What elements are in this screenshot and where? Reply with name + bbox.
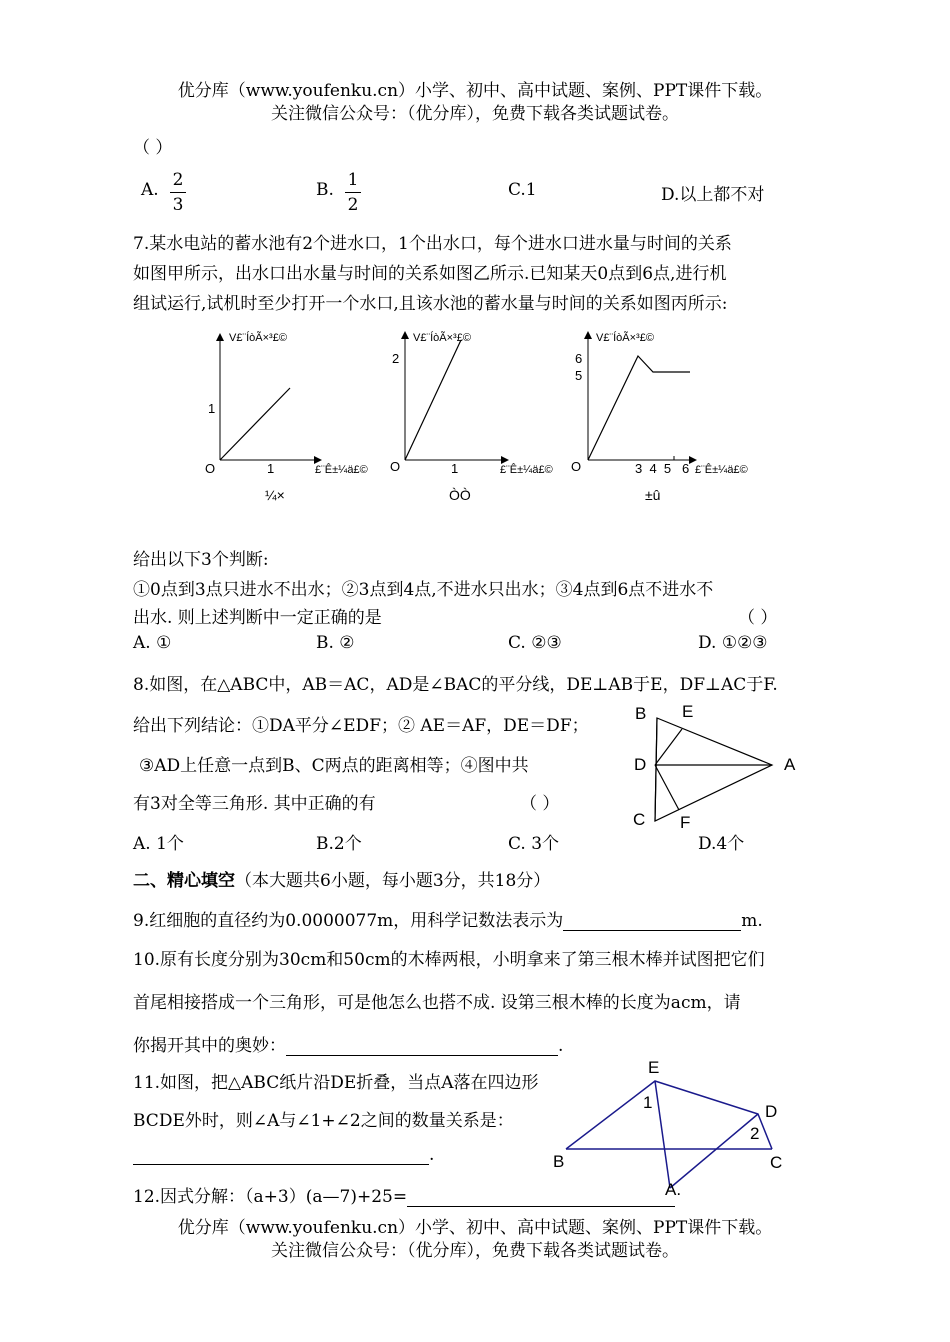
q6-option-d: D.以上都不对 [661, 185, 765, 205]
q10-answer-blank[interactable] [286, 1039, 558, 1056]
q12-text: 12.因式分解：（a+3）(a—7)+25= [133, 1187, 408, 1207]
q8-line-1: 8.如图，在△ABC中，AB＝AC，AD是∠BAC的平分线，DE⊥AB于E，DF⊥AC于F. [133, 675, 778, 695]
q7-answer-paren: （ ） [738, 608, 778, 628]
q7-option-d: D. ①②③ [698, 633, 768, 653]
graph-jia-origin: O [205, 461, 216, 476]
q6-option-a-label: A. [141, 180, 159, 200]
q9 [133, 906, 763, 931]
q8-label-B: B [635, 704, 647, 723]
graph-yi-ylabel: V£¨ÍòÃ×³£© [413, 332, 471, 344]
q7-judge-1: ①0点到3点只进水不出水；②3点到4点,不进水只出水；③4点到6点不进水不 [133, 580, 714, 600]
graph-jia-caption: ¼× [265, 487, 285, 503]
graph-bing-ytick-5: 5 [575, 368, 583, 383]
q11-label-B: B [553, 1152, 565, 1171]
graph-jia-line [220, 388, 290, 460]
q6-option-c: C.1 [508, 180, 537, 200]
q6-option-a-numerator: 2 [172, 170, 184, 190]
q9-answer-blank[interactable] [563, 914, 741, 931]
q6-option-b-fraction [345, 170, 361, 215]
q8-option-a: A. 1个 [133, 834, 184, 854]
q7-graphs [195, 325, 775, 510]
q8-answer-paren: （ ） [520, 794, 560, 814]
graph-jia-ytick: 1 [208, 401, 216, 416]
graph-yi-caption: ÒÒ [449, 487, 471, 503]
graph-yi-xtick: 1 [451, 461, 459, 476]
section-2-title: 二、精心填空 [133, 871, 235, 891]
q10-line-2: 首尾相接搭成一个三角形，可是他怎么也搭不成. 设第三根木棒的长度为acm，请 [133, 993, 741, 1013]
graph-bing [571, 331, 748, 503]
q8-option-c: C. 3个 [508, 834, 560, 854]
footer-line-2: 关注微信公众号：（优分库），免费下载各类试题试卷。 [271, 1241, 679, 1261]
q12-answer-blank[interactable] [407, 1190, 675, 1207]
graph-yi-origin: O [390, 459, 401, 474]
q11-line-3 [133, 1145, 434, 1165]
q11-answer-blank[interactable] [133, 1148, 429, 1165]
graph-yi-ytick: 2 [392, 351, 400, 366]
q11-label-E: E [648, 1058, 660, 1077]
graph-bing-ylabel: V£¨ÍòÃ×³£© [596, 332, 654, 344]
q8-line-4: 有3对全等三角形. 其中正确的有 [133, 794, 376, 814]
q6-option-a-denominator: 3 [172, 195, 184, 215]
graph-jia [205, 331, 368, 503]
q10-line-3 [133, 1031, 563, 1056]
q10-end: . [558, 1036, 564, 1056]
q9-text: 9.红细胞的直径约为0.0000077m，用科学记数法表示为 [133, 911, 564, 931]
q11-line-1: 11.如图，把△ABC纸片沿DE折叠，当点A落在四边形 [133, 1073, 539, 1093]
graph-jia-ylabel: V£¨ÍòÃ×³£© [229, 332, 287, 344]
graph-yi-line [405, 340, 461, 460]
section-2-heading [133, 866, 550, 891]
footer-line-1: 优分库（www.youfenku.cn）小学、初中、高中试题、案例、PPT课件下载。 [177, 1218, 773, 1238]
graph-jia-xlabel: £¨Ê±¼ä£© [315, 464, 368, 476]
q6-answer-paren: （ ） [133, 138, 173, 158]
q6-option-a-fraction [170, 170, 186, 215]
header-line-2: 关注微信公众号：（优分库），免费下载各类试题试卷。 [271, 104, 679, 124]
graph-bing-caption: ±û [645, 487, 661, 503]
q8-label-A: A [784, 755, 796, 774]
q7-option-b: B. ② [316, 633, 355, 653]
q10-line-1: 10.原有长度分别为30cm和50cm的木棒两根，小明拿来了第三根木棒并试图把它们 [133, 950, 765, 970]
q12 [133, 1182, 675, 1207]
q8-line-3: ③AD上任意一点到B、C两点的距离相等；④图中共 [139, 756, 529, 776]
q7-given: 给出以下3个判断: [133, 550, 269, 570]
q7-line-1: 7.某水电站的蓄水池有2个进水口，1个出水口，每个进水口进水量与时间的关系 [133, 234, 732, 254]
graph-bing-xlabel: £¨Ê±¼ä£© [695, 464, 748, 476]
q8-label-D: D [634, 755, 647, 774]
q11-label-C: C [770, 1153, 783, 1172]
q11-label-1: 1 [643, 1093, 653, 1112]
q7-line-3: 组试运行,试机时至少打开一个水口,且该水池的蓄水量与时间的关系如图丙所示: [133, 294, 728, 314]
q8-option-b: B.2个 [316, 834, 362, 854]
q7-option-c: C. ②③ [508, 633, 562, 653]
graph-bing-ytick-6: 6 [575, 351, 583, 366]
q9-unit: m. [741, 911, 763, 931]
q8-option-d: D.4个 [698, 834, 745, 854]
q6-option-b-label: B. [316, 180, 334, 200]
q8-label-F: F [680, 813, 691, 832]
q8-line-2: 给出下列结论：①DA平分∠EDF；② AE＝AF，DE＝DF； [133, 716, 589, 736]
q6-option-b-numerator: 1 [347, 170, 359, 190]
q11-line-2: BCDE外时，则∠A与∠1+∠2之间的数量关系是： [133, 1111, 514, 1131]
q7-judge-2: 出水. 则上述判断中一定正确的是 [133, 608, 382, 628]
q11-label-D: D [765, 1102, 778, 1121]
q11-label-A: A. [665, 1180, 682, 1199]
section-2-note: （本大题共6小题，每小题3分，共18分） [235, 871, 551, 891]
graph-yi-xlabel: £¨Ê±¼ä£© [500, 464, 553, 476]
q8-figure [620, 695, 810, 835]
header-line-1: 优分库（www.youfenku.cn）小学、初中、高中试题、案例、PPT课件下载。 [177, 81, 773, 101]
q8-label-E: E [682, 702, 694, 721]
graph-bing-line [588, 356, 690, 460]
q10-line-3-text: 你揭开其中的奥妙： [133, 1036, 286, 1056]
graph-yi [390, 331, 553, 503]
q7-option-a: A. ① [133, 633, 172, 653]
graph-bing-xticks: 3 4 5 6 [635, 461, 690, 476]
q7-line-2: 如图甲所示，出水口出水量与时间的关系如图乙所示.已知某天0点到6点,进行机 [133, 264, 727, 284]
q11-label-2: 2 [750, 1124, 760, 1143]
q11-end: . [429, 1145, 435, 1165]
q8-label-C: C [633, 810, 646, 829]
q6-option-b-denominator: 2 [347, 195, 359, 215]
graph-jia-xtick: 1 [267, 461, 275, 476]
graph-bing-origin: O [571, 459, 582, 474]
